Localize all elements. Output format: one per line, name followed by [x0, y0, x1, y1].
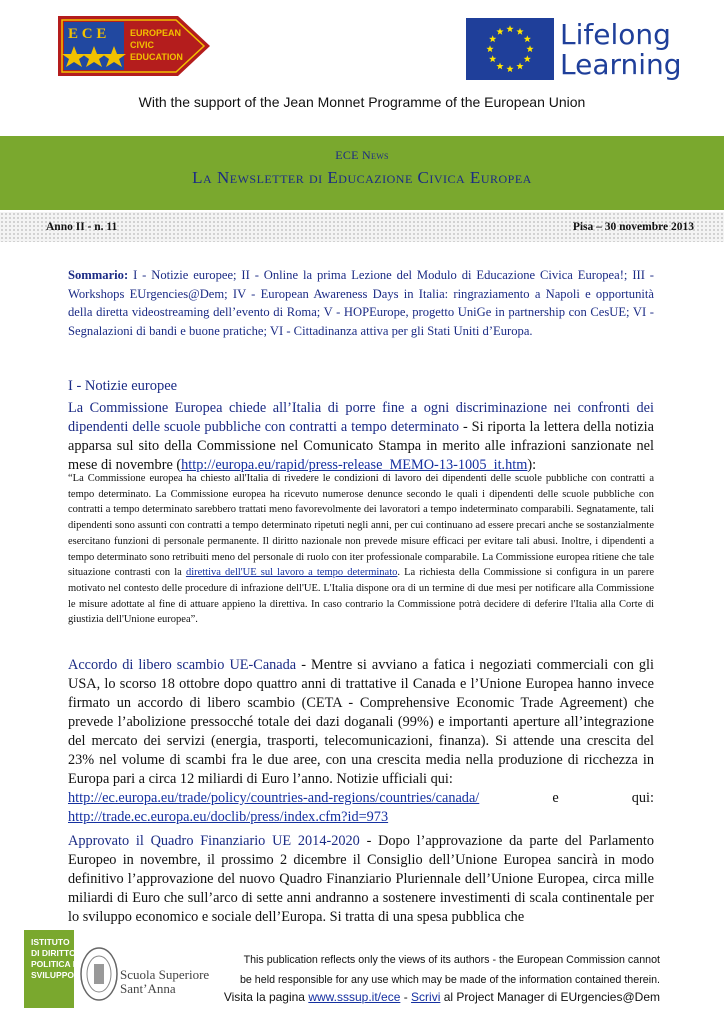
- eu-star-icon: [516, 63, 523, 70]
- disclaimer: This publication reflects only the views of its authors - the European Commission cannot be held responsible for any use which may be made of the information contained therein.: [239, 954, 660, 986]
- news-item-2-title: Accordo di libero scambio UE-Canada: [68, 657, 297, 673]
- ece-logo: [58, 16, 210, 76]
- canada-trade-link[interactable]: http://ec.europa.eu/trade/policy/countries-and-regions/countries/canada/: [68, 790, 480, 806]
- quote-part-a: “La Commissione europea ha chiesto all'Italia di rivedere le condizioni di lavoro dei dipendenti delle scuole pubbliche con contratti a tempo determinato. La Commissione europea ha ricevuto numerose denunce secondo le quali i dipendenti delle scuole pubbliche con contratti a tempo determinato sarebbero trattati meno favorevolmente dei lavoratori a tempo indeterminato comparabili. Segnatamente, tali dipendenti sono assunti con contratti a tempo determinato ripetuti negli anni, per cui continuano ad essere precari anche se sostanzialmente esercitano funzioni di personale permanente. Il diritto nazionale non prevede misure efficaci per evitare tali abusi. Inoltre, i dipendenti a tempo determinato sono retribuiti meno del personale di ruolo con iter professionale comparabile. La Commissione europea ritiene che tale situazione contrasti con la: [68, 473, 654, 579]
- eu-star-icon: [526, 45, 533, 52]
- section-heading: I - Notizie europee: [68, 378, 178, 394]
- eu-star-icon: [489, 55, 496, 62]
- directive-link[interactable]: direttiva dell'UE sul lavoro a tempo determinato: [185, 567, 398, 579]
- press-release-quote: [68, 471, 654, 628]
- summary-text: I - Notizie europee; II - Online la prima Lezione del Modulo di Educazione Civica Europea!; III - Workshops EUrgencies@Dem; IV - European Awareness Days in Italia: ringraziamento a Napoli e opportunità della diretta videostreaming dell’evento di Roma; V - HOPEurope, progetto UniGe in partnership con CesUE; VI - Segnalazioni di bandi e buone pratiche; VI - Cittadinanza attiva per gli Stati Uniti d’Europa.: [68, 268, 654, 338]
- ece-line3: EDUCATION: [130, 52, 183, 62]
- quote-part-b: . La richiesta della Commissione si configura in un parere motivato nel contesto delle procedure di infrazione dell'UE. L'Italia dispone ora di un termine di due mesi per notificare alla Commissione le misure adottate al fine di attuare appieno la direttiva. In caso contrario la Commissione potrà decidere di deferire l'Italia alla Corte di giustizia dell'Unione europea”.: [68, 567, 654, 626]
- news-item-1-end: ):: [527, 457, 537, 473]
- eu-flag-icon: [466, 18, 554, 80]
- newsletter-kicker: ECE News: [335, 148, 389, 162]
- eu-star-icon: [486, 45, 493, 52]
- ece-letters: E C E: [68, 26, 107, 42]
- eu-star-icon: [489, 35, 496, 42]
- news-item-3: [68, 832, 654, 927]
- press-index-link[interactable]: http://trade.ec.europa.eu/doclib/press/index.cfm?id=973: [68, 809, 389, 825]
- issue-date: Pisa – 30 novembre 2013: [572, 221, 694, 233]
- visit-line: Visita la pagina www.sssup.it/ece - Scrivi al Project Manager di EUrgencies@Dem: [223, 990, 660, 1004]
- news-item-3-title: Approvato il Quadro Finanziario UE 2014-2020: [68, 833, 360, 849]
- institute-name: ISTITUTO DI DIRITTO, POLITICA E SVILUPPO: [31, 937, 79, 980]
- news-item-3-text: - Dopo l’approvazione da parte del Parlamento Europeo in novembre, il prossimo 2 dicembre il Consiglio dell’Unione Europea sancirà in modo definitivo l’approvazione del nuovo Quadro Finanziario Pluriennale dell’Unione Europea, circa mille miliardi di Euro che sull’arco di sette anni andranno a sostenere investimenti di scala continentale per lo sviluppo economico e sociale dell’Europa. Si tratta di una spesa pubblica che: [68, 833, 654, 925]
- eu-star-icon: [506, 65, 513, 72]
- news-item-1-title: La Commissione Europea chiede all’Italia di porre fine a ogni discriminazione nei confronti dei dipendenti delle scuole pubbliche con contratti a tempo determinato: [68, 400, 654, 435]
- news-item-1: [68, 399, 654, 475]
- summary-label: Sommario:: [68, 268, 129, 282]
- news-item-2-mid: e qui:: [479, 790, 654, 806]
- eu-star-icon: [524, 35, 531, 42]
- eu-star-icon: [516, 28, 523, 35]
- newsletter-title: La Newsletter di Educazione Civica Europea: [192, 168, 532, 187]
- summary: [68, 266, 654, 340]
- school-name: Scuola Superiore Sant’Anna: [120, 967, 210, 996]
- lifelong-learning-logo: [466, 18, 682, 82]
- ece-line1: EUROPEAN: [130, 28, 182, 38]
- ll-line1: Lifelong: [560, 18, 671, 51]
- news-item-2: [68, 656, 654, 827]
- eu-star-icon: [506, 25, 513, 32]
- support-line: With the support of the Jean Monnet Programme of the European Union: [138, 94, 586, 110]
- ll-line2: Learning: [560, 48, 682, 81]
- issue-number: Anno II - n. 11: [46, 221, 118, 233]
- website-link[interactable]: www.sssup.it/ece: [308, 990, 401, 1004]
- news-item-1-text: - Si riporta la lettera della notizia apparsa sul sito della Commissione nel Comunicato Stampa in merito alle infrazioni sanzionate nel mese di novembre (: [68, 419, 654, 473]
- eu-star-icon: [524, 55, 531, 62]
- press-release-link[interactable]: http://europa.eu/rapid/press-release_MEMO-13-1005_it.htm: [181, 457, 528, 473]
- news-item-2-text: - Mentre si avviano a fatica i negoziati commerciali con gli USA, lo scorso 18 ottobre dopo quattro anni di trattative il Canada e l’Unione Europea hanno invece firmato un accordo di libero scambio (CETA - Comprehensive Economic Trade Agreement) che prevede l’abolizione pressocché totale dei dazi doganali (99%) e importanti aperture all’integrazione del mercato dei servizi (energia, trasporti, telecomunicazioni, finanza). Si attende una crescita del 23% nel volume di scambi fra le due aree, con una crescita media nella produzione di ricchezza in Europa pari a circa 12 miliardi di Euro l’anno. Notizie ufficiali qui:: [68, 657, 654, 787]
- ece-line2: CIVIC: [130, 40, 155, 50]
- eu-star-icon: [496, 28, 503, 35]
- eu-star-icon: [496, 63, 503, 70]
- write-link[interactable]: Scrivi: [411, 990, 441, 1004]
- school-seal-icon: [76, 940, 122, 1006]
